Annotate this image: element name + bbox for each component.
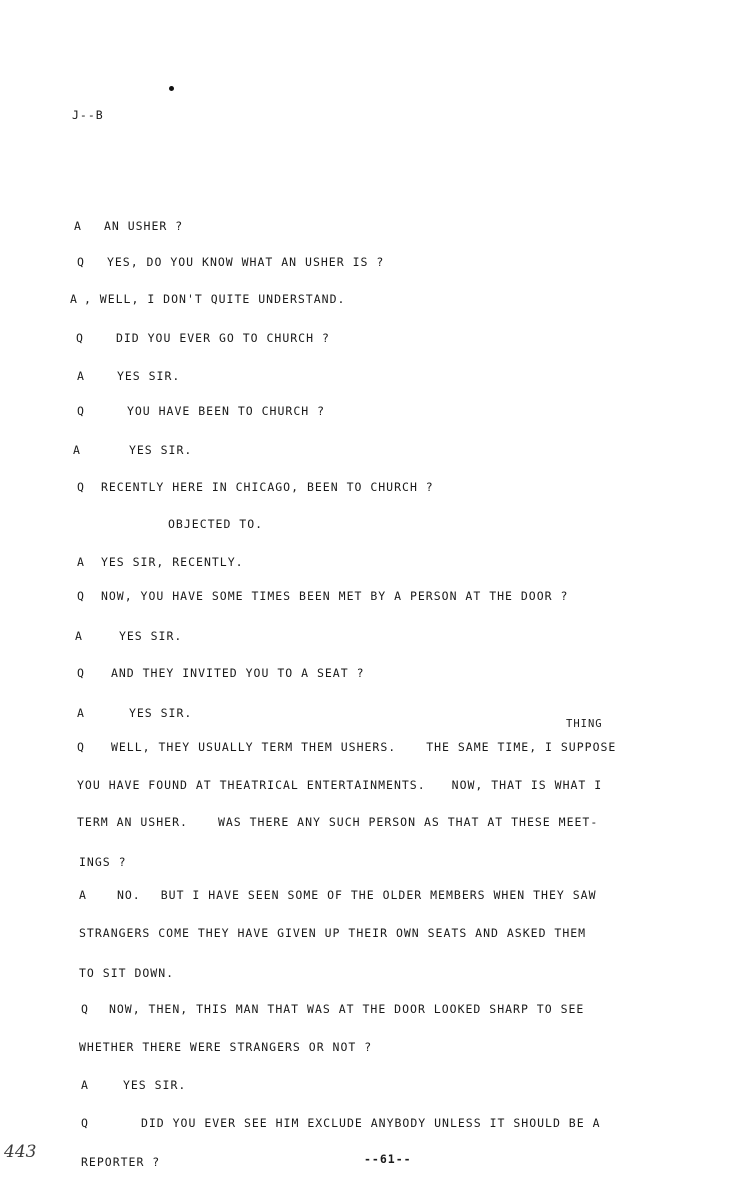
line-text: REPORTER ?: [81, 1155, 161, 1169]
transcript-line: [76, 331, 330, 345]
line-text: STRANGERS COME THEY HAVE GIVEN UP THEIR OWN SEATS AND ASKED THEM: [79, 926, 587, 940]
line-text-continued: WAS THERE ANY SUCH PERSON AS THAT AT THESE MEET-: [217, 815, 599, 829]
transcript-line: [81, 1155, 160, 1169]
speaker-label: Q: [81, 1116, 89, 1130]
line-text: YES SIR.: [118, 629, 183, 643]
transcript-line: [79, 855, 127, 869]
line-text: OBJECTED TO.: [168, 517, 264, 531]
page-number: --61--: [364, 1152, 412, 1166]
speaker-label: Q: [77, 589, 85, 603]
ink-dot: [169, 86, 174, 91]
line-text: YES SIR.: [116, 369, 181, 383]
line-text: INGS ?: [79, 855, 127, 869]
speaker-label: A: [79, 888, 87, 902]
line-text: AND THEY INVITED YOU TO A SEAT ?: [110, 666, 365, 680]
line-text: NO.: [116, 888, 141, 902]
line-text-continued: BUT I HAVE SEEN SOME OF THE OLDER MEMBERS WHEN THEY SAW: [160, 888, 597, 902]
transcript-line: [77, 369, 180, 383]
line-text: YES SIR.: [122, 1078, 187, 1092]
line-text: YES, DO YOU KNOW WHAT AN USHER IS ?: [106, 255, 385, 269]
speaker-label: Q: [77, 404, 85, 418]
line-text: WHETHER THERE WERE STRANGERS OR NOT ?: [79, 1040, 373, 1054]
interlinear-insertion: THING: [566, 718, 603, 730]
line-text-continued: NOW, THAT IS WHAT I: [451, 778, 603, 792]
transcript-line: [81, 1116, 601, 1130]
speaker-label: A: [73, 443, 81, 457]
header-code: J--B: [72, 108, 104, 122]
transcript-line: [77, 815, 598, 829]
transcript-line: [81, 1078, 186, 1092]
speaker-label: Q: [81, 1002, 89, 1016]
line-text: TO SIT DOWN.: [79, 966, 175, 980]
speaker-label: Q: [77, 740, 85, 754]
transcript-line: [77, 706, 192, 720]
line-text: YOU HAVE BEEN TO CHURCH ?: [126, 404, 326, 418]
speaker-label: Q: [76, 331, 84, 345]
line-text: YOU HAVE FOUND AT THEATRICAL ENTERTAINMENTS.: [77, 778, 426, 792]
speaker-label: A: [77, 555, 85, 569]
speaker-label: A: [81, 1078, 89, 1092]
transcript-line: [77, 666, 365, 680]
line-text: TERM AN USHER.: [77, 815, 188, 829]
speaker-label: Q: [77, 255, 85, 269]
line-text: YES SIR, RECENTLY.: [100, 555, 244, 569]
transcript-line: [79, 926, 586, 940]
transcript-line: [75, 629, 182, 643]
transcript-line: [77, 778, 602, 792]
transcript-line: [79, 966, 174, 980]
handwritten-margin-note: 443: [4, 1142, 37, 1162]
transcript-line: [74, 219, 183, 233]
line-text: NOW, THEN, THIS MAN THAT WAS AT THE DOOR LOOKED SHARP TO SEE: [108, 1002, 585, 1016]
speaker-label: Q: [77, 666, 85, 680]
line-text: WELL, THEY USUALLY TERM THEM USHERS.: [110, 740, 397, 754]
transcript-line: [77, 255, 384, 269]
transcript-line: [79, 1040, 372, 1054]
transcript-line: [77, 555, 244, 569]
transcript-line: [77, 480, 434, 494]
speaker-label: A: [77, 369, 85, 383]
line-text-continued: THE SAME TIME, I SUPPOSE: [426, 740, 617, 754]
speaker-label: A: [70, 292, 78, 306]
line-text: YES SIR.: [128, 706, 193, 720]
line-text: , WELL, I DON'T QUITE UNDERSTAND.: [83, 292, 346, 306]
speaker-label: A: [74, 219, 82, 233]
transcript-line: [81, 1002, 584, 1016]
speaker-label: Q: [77, 480, 85, 494]
line-text: DID YOU EVER GO TO CHURCH ?: [115, 331, 330, 345]
speaker-label: A: [77, 706, 85, 720]
line-text: NOW, YOU HAVE SOME TIMES BEEN MET BY A PERSON AT THE DOOR ?: [100, 589, 569, 603]
line-text: YES SIR.: [128, 443, 193, 457]
speaker-label: A: [75, 629, 83, 643]
transcript-line: [77, 589, 568, 603]
transcript-line: [77, 740, 616, 754]
line-text: RECENTLY HERE IN CHICAGO, BEEN TO CHURCH ?: [100, 480, 434, 494]
transcript-line: [77, 404, 325, 418]
transcript-line: [79, 888, 597, 902]
line-text: DID YOU EVER SEE HIM EXCLUDE ANYBODY UNLESS IT SHOULD BE A: [140, 1116, 601, 1130]
line-text: AN USHER ?: [103, 219, 184, 233]
transcript-line: [70, 292, 345, 306]
transcript-line: [168, 517, 263, 531]
transcript-line: [73, 443, 192, 457]
